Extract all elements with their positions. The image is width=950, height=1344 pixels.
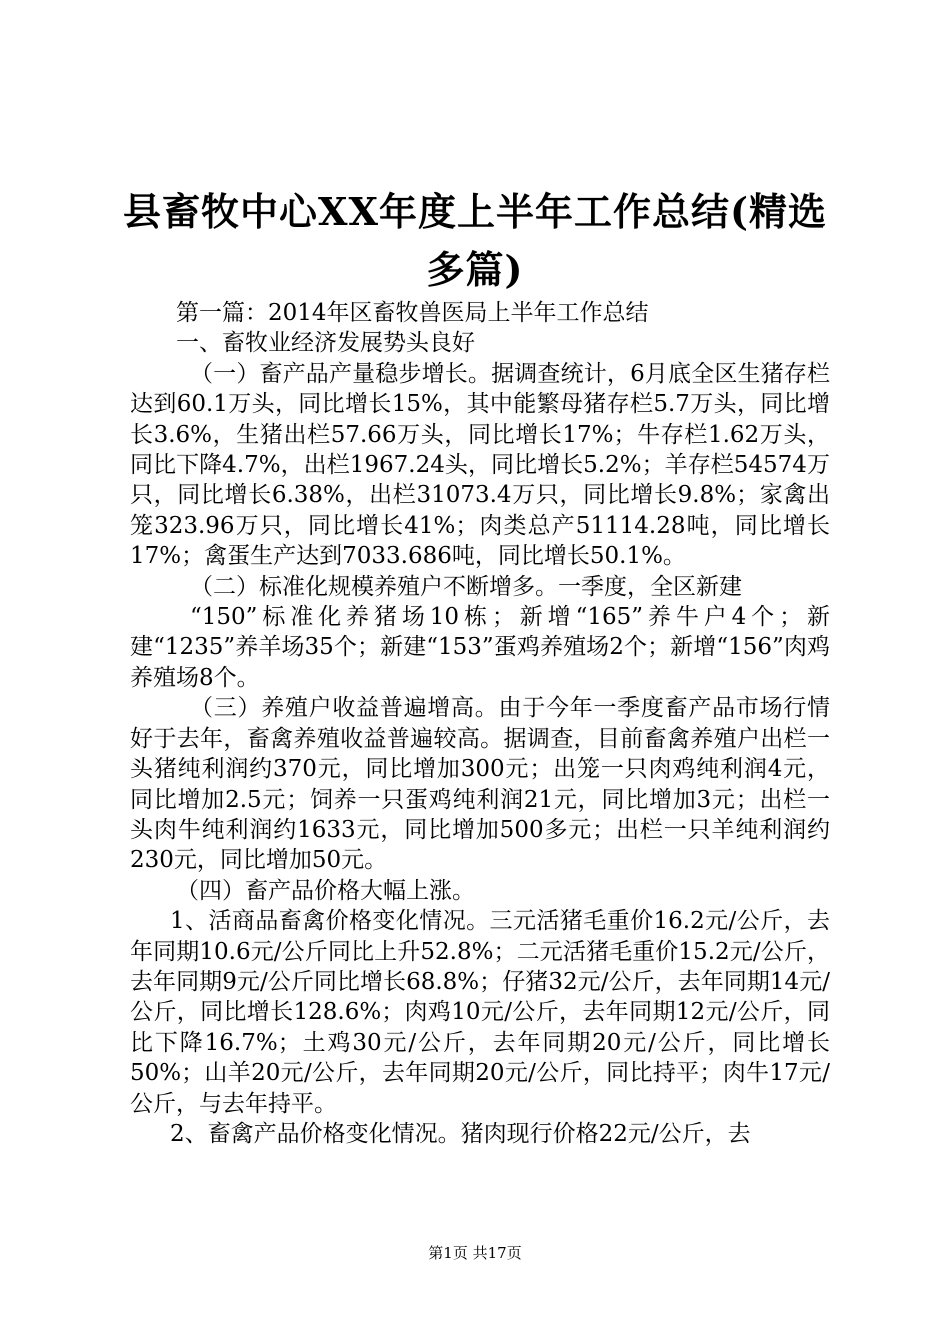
paragraph-product-prices: 2、畜禽产品价格变化情况。猪肉现行价格22元/公斤，去: [170, 1120, 751, 1147]
paragraph-income: （三）养殖户收益普遍增高。由于今年一季度畜产品市场行情好于去年，畜禽养殖收益普遍较高。据调查，目前畜禽养殖户出栏一头猪纯利润约370元，同比增加300元；出笼一只肉鸡纯利润4元，同比增加2.5元；饲养一只蛋鸡纯利润21元，同比增加3元；出栏一头肉牛纯利润约1633元，同比增加500多元；出栏一只羊纯利润约230元，同比增加50元。: [130, 695, 830, 874]
document-body: [130, 298, 830, 1149]
paragraph-standardization-intro: （二）标准化规模养殖户不断增多。一季度，全区新建: [190, 573, 742, 600]
section-heading-1: 第一篇：2014年区畜牧兽医局上半年工作总结: [176, 300, 649, 326]
subsection-heading-1: 一、畜牧业经济发展势头良好: [176, 330, 475, 357]
paragraph-standardization-detail: “150”标准化养猪场10栋；新增“165”养牛户4个；新建“1235”养羊场35个；新建“153”蛋鸡养殖场2个；新增“156”肉鸡养殖场8个。: [130, 604, 830, 691]
paragraph-livestock-prices: 1、活商品畜禽价格变化情况。三元活猪毛重价16.2元/公斤，去年同期10.6元/公斤同比上升52.8%；二元活猪毛重价15.2元/公斤，去年同期9元/公斤同比增长68.8%；仔猪32元/公斤，去年同期14元/公斤，同比增长128.6%；肉鸡10元/公斤，去年同期12元/公斤，同比下降16.7%；土鸡30元/公斤，去年同期20元/公斤，同比增长50%；山羊20元/公斤，去年同期20元/公斤，同比持平；肉牛17元/公斤，与去年持平。: [130, 908, 830, 1117]
paragraph-price-heading: （四）畜产品价格大幅上涨。: [176, 877, 475, 904]
page-footer: 第1页 共17页: [428, 1244, 522, 1262]
document-title: 县畜牧中心XX年度上半年工作总结(精选多篇): [123, 189, 827, 292]
paragraph-production: （一）畜产品产量稳步增长。据调查统计，6月底全区生猪存栏达到60.1万头，同比增长15%，其中能繁母猪存栏5.7万头，同比增长3.6%，生猪出栏57.66万头，同比增长17%；牛存栏1.62万头，同比下降4.7%，出栏1967.24头，同比增长5.2%；羊存栏54574万只，同比增长6.38%，出栏31073.4万只，同比增长9.8%；家禽出笼323.96万只，同比增长41%；肉类总产51114.28吨，同比增长17%；禽蛋生产达到7033.686吨，同比增长50.1%。: [130, 360, 830, 570]
